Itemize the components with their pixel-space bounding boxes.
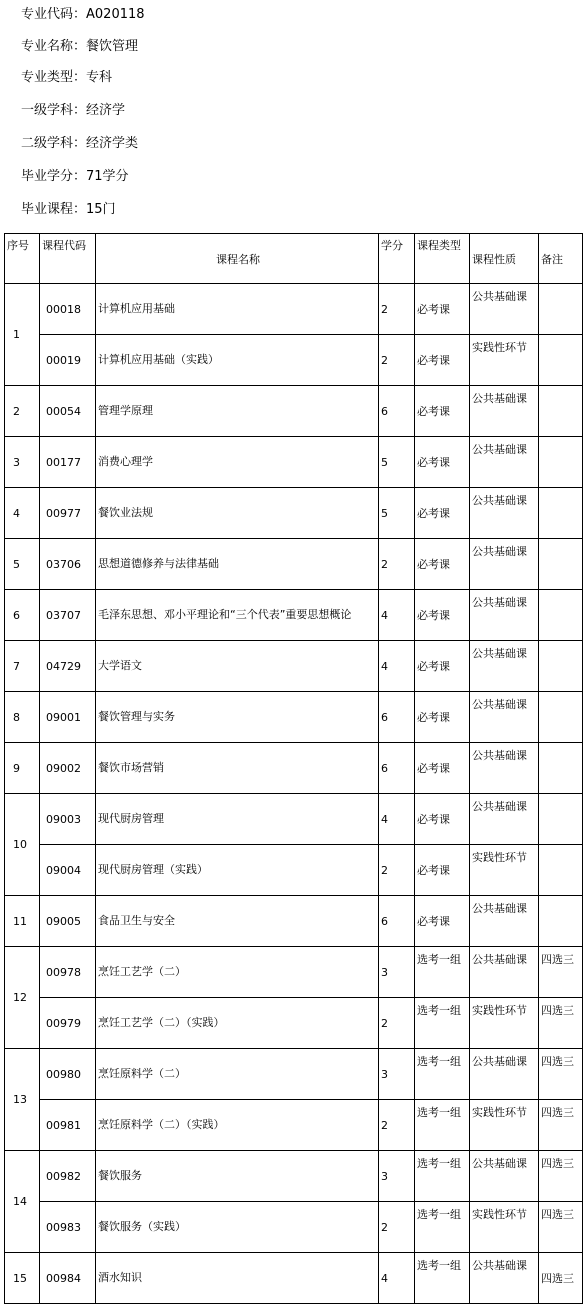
table-row — [5, 335, 583, 386]
cell-code: 00982 — [40, 1151, 96, 1202]
cell-name: 思想道德修养与法律基础 — [96, 539, 379, 590]
cell-code: 00978 — [40, 947, 96, 998]
cell-code: 00979 — [40, 998, 96, 1049]
cell-name: 烹饪工艺学（二） — [96, 947, 379, 998]
info-label: 二级学科： — [21, 136, 87, 151]
cell-code: 09004 — [40, 845, 96, 896]
info-label: 一级学科： — [21, 103, 87, 118]
cell-index: 8 — [5, 692, 40, 743]
cell-note — [539, 335, 583, 386]
cell-name: 现代厨房管理 — [96, 794, 379, 845]
cell-name: 毛泽东思想、邓小平理论和“三个代表”重要思想概论 — [96, 590, 379, 641]
table-row — [5, 794, 583, 845]
cell-index: 11 — [5, 896, 40, 947]
cell-credit: 2 — [379, 539, 415, 590]
cell-note — [539, 896, 583, 947]
cell-code: 09005 — [40, 896, 96, 947]
info-value: 餐饮管理 — [86, 39, 139, 54]
cell-note — [539, 692, 583, 743]
cell-code: 09002 — [40, 743, 96, 794]
cell-type: 必考课 — [415, 590, 470, 641]
cell-nature: 公共基础课 — [470, 1253, 539, 1304]
info-graduation-credits — [21, 169, 129, 185]
table-row — [5, 1202, 583, 1253]
cell-nature: 公共基础课 — [470, 590, 539, 641]
cell-name: 餐饮管理与实务 — [96, 692, 379, 743]
cell-type: 选考一组 — [415, 1202, 470, 1253]
cell-code: 00981 — [40, 1100, 96, 1151]
cell-credit: 6 — [379, 386, 415, 437]
cell-note: 四选三 — [539, 1151, 583, 1202]
cell-nature: 实践性环节 — [470, 845, 539, 896]
cell-index: 6 — [5, 590, 40, 641]
cell-name: 餐饮服务（实践） — [96, 1202, 379, 1253]
info-label: 专业类型： — [21, 70, 87, 85]
cell-code: 03707 — [40, 590, 96, 641]
cell-credit: 5 — [379, 437, 415, 488]
cell-name: 计算机应用基础 — [96, 284, 379, 335]
cell-nature: 公共基础课 — [470, 1049, 539, 1100]
cell-type: 选考一组 — [415, 998, 470, 1049]
col-header-name: 课程名称 — [96, 234, 379, 284]
cell-type: 必考课 — [415, 743, 470, 794]
cell-note — [539, 386, 583, 437]
cell-nature: 公共基础课 — [470, 947, 539, 998]
table-row — [5, 998, 583, 1049]
info-label: 毕业课程： — [21, 202, 87, 217]
cell-code: 00177 — [40, 437, 96, 488]
cell-name: 餐饮市场营销 — [96, 743, 379, 794]
table-row — [5, 1100, 583, 1151]
cell-note: 四选三 — [539, 1049, 583, 1100]
info-secondary-discipline — [21, 136, 138, 152]
cell-nature: 公共基础课 — [470, 539, 539, 590]
info-major-name — [21, 39, 138, 55]
cell-nature: 公共基础课 — [470, 896, 539, 947]
cell-note — [539, 437, 583, 488]
cell-credit: 4 — [379, 1253, 415, 1304]
cell-index: 10 — [5, 794, 40, 896]
cell-credit: 5 — [379, 488, 415, 539]
cell-credit: 2 — [379, 284, 415, 335]
cell-type: 必考课 — [415, 641, 470, 692]
info-value: A020118 — [86, 7, 145, 22]
table-row — [5, 1253, 583, 1304]
table-row — [5, 641, 583, 692]
table-row — [5, 845, 583, 896]
cell-note: 四选三 — [539, 1100, 583, 1151]
table-row — [5, 284, 583, 335]
cell-credit: 6 — [379, 896, 415, 947]
cell-code: 00984 — [40, 1253, 96, 1304]
info-value: 经济学 — [86, 103, 126, 118]
col-header-index: 序号 — [5, 234, 40, 284]
cell-code: 03706 — [40, 539, 96, 590]
cell-note — [539, 488, 583, 539]
cell-type: 必考课 — [415, 845, 470, 896]
cell-type: 必考课 — [415, 437, 470, 488]
cell-index: 9 — [5, 743, 40, 794]
cell-index: 1 — [5, 284, 40, 386]
table-row — [5, 896, 583, 947]
cell-credit: 6 — [379, 743, 415, 794]
cell-credit: 3 — [379, 1151, 415, 1202]
table-row — [5, 590, 583, 641]
cell-index: 14 — [5, 1151, 40, 1253]
cell-nature: 公共基础课 — [470, 1151, 539, 1202]
info-primary-discipline — [21, 103, 125, 119]
cell-index: 4 — [5, 488, 40, 539]
cell-name: 餐饮服务 — [96, 1151, 379, 1202]
info-value: 15门 — [86, 202, 116, 217]
col-header-code: 课程代码 — [40, 234, 96, 284]
cell-name: 酒水知识 — [96, 1253, 379, 1304]
table-header-row — [5, 234, 583, 284]
cell-type: 必考课 — [415, 794, 470, 845]
cell-code: 00054 — [40, 386, 96, 437]
cell-code: 00983 — [40, 1202, 96, 1253]
cell-name: 烹饪原料学（二）（实践） — [96, 1100, 379, 1151]
info-major-type — [21, 70, 112, 86]
cell-index: 12 — [5, 947, 40, 1049]
table-row — [5, 1049, 583, 1100]
cell-nature: 公共基础课 — [470, 386, 539, 437]
cell-note — [539, 590, 583, 641]
cell-code: 04729 — [40, 641, 96, 692]
info-value: 71学分 — [86, 169, 129, 184]
cell-note — [539, 284, 583, 335]
course-table-body — [5, 284, 583, 1304]
col-header-credit: 学分 — [379, 234, 415, 284]
info-label: 专业代码： — [21, 7, 87, 22]
table-row — [5, 386, 583, 437]
course-table — [4, 233, 583, 1304]
cell-type: 必考课 — [415, 539, 470, 590]
cell-name: 大学语文 — [96, 641, 379, 692]
col-header-note: 备注 — [539, 234, 583, 284]
cell-note — [539, 794, 583, 845]
cell-type: 选考一组 — [415, 1100, 470, 1151]
cell-credit: 3 — [379, 947, 415, 998]
cell-credit: 3 — [379, 1049, 415, 1100]
table-row — [5, 1151, 583, 1202]
cell-index: 15 — [5, 1253, 40, 1304]
cell-type: 必考课 — [415, 896, 470, 947]
cell-nature: 公共基础课 — [470, 488, 539, 539]
cell-credit: 4 — [379, 794, 415, 845]
cell-note: 四选三 — [539, 1202, 583, 1253]
cell-nature: 实践性环节 — [470, 1202, 539, 1253]
info-graduation-courses — [21, 202, 116, 218]
cell-name: 烹饪工艺学（二）（实践） — [96, 998, 379, 1049]
cell-note — [539, 743, 583, 794]
cell-type: 选考一组 — [415, 1049, 470, 1100]
col-header-nature: 课程性质 — [470, 234, 539, 284]
cell-credit: 2 — [379, 1202, 415, 1253]
cell-index: 7 — [5, 641, 40, 692]
cell-type: 选考一组 — [415, 1253, 470, 1304]
cell-index: 2 — [5, 386, 40, 437]
cell-type: 必考课 — [415, 284, 470, 335]
cell-name: 食品卫生与安全 — [96, 896, 379, 947]
info-label: 毕业学分： — [21, 169, 87, 184]
cell-index: 3 — [5, 437, 40, 488]
cell-note: 四选三 — [539, 998, 583, 1049]
cell-name: 管理学原理 — [96, 386, 379, 437]
cell-nature: 公共基础课 — [470, 284, 539, 335]
table-row — [5, 743, 583, 794]
cell-nature: 公共基础课 — [470, 692, 539, 743]
cell-type: 必考课 — [415, 335, 470, 386]
cell-type: 选考一组 — [415, 1151, 470, 1202]
cell-nature: 实践性环节 — [470, 998, 539, 1049]
cell-code: 00977 — [40, 488, 96, 539]
cell-nature: 公共基础课 — [470, 794, 539, 845]
info-value: 经济学类 — [86, 136, 139, 151]
table-row — [5, 539, 583, 590]
cell-note: 四选三 — [539, 1253, 583, 1304]
table-row — [5, 488, 583, 539]
cell-code: 00980 — [40, 1049, 96, 1100]
cell-note — [539, 539, 583, 590]
cell-name: 消费心理学 — [96, 437, 379, 488]
info-label: 专业名称： — [21, 39, 87, 54]
cell-name: 烹饪原料学（二） — [96, 1049, 379, 1100]
cell-nature: 公共基础课 — [470, 641, 539, 692]
cell-nature: 公共基础课 — [470, 743, 539, 794]
cell-note: 四选三 — [539, 947, 583, 998]
table-row — [5, 437, 583, 488]
cell-credit: 2 — [379, 998, 415, 1049]
cell-name: 现代厨房管理（实践） — [96, 845, 379, 896]
cell-credit: 4 — [379, 641, 415, 692]
cell-note — [539, 845, 583, 896]
table-row — [5, 947, 583, 998]
cell-code: 00019 — [40, 335, 96, 386]
cell-type: 选考一组 — [415, 947, 470, 998]
cell-code: 00018 — [40, 284, 96, 335]
cell-nature: 实践性环节 — [470, 335, 539, 386]
table-row — [5, 692, 583, 743]
col-header-type: 课程类型 — [415, 234, 470, 284]
cell-nature: 公共基础课 — [470, 437, 539, 488]
cell-credit: 2 — [379, 845, 415, 896]
cell-nature: 实践性环节 — [470, 1100, 539, 1151]
cell-name: 餐饮业法规 — [96, 488, 379, 539]
cell-index: 13 — [5, 1049, 40, 1151]
cell-name: 计算机应用基础（实践） — [96, 335, 379, 386]
cell-credit: 4 — [379, 590, 415, 641]
cell-code: 09003 — [40, 794, 96, 845]
cell-type: 必考课 — [415, 488, 470, 539]
cell-credit: 2 — [379, 335, 415, 386]
cell-index: 5 — [5, 539, 40, 590]
cell-type: 必考课 — [415, 386, 470, 437]
info-major-code — [21, 7, 145, 23]
cell-type: 必考课 — [415, 692, 470, 743]
info-value: 专科 — [86, 70, 113, 85]
cell-credit: 6 — [379, 692, 415, 743]
cell-credit: 2 — [379, 1100, 415, 1151]
cell-code: 09001 — [40, 692, 96, 743]
cell-note — [539, 641, 583, 692]
